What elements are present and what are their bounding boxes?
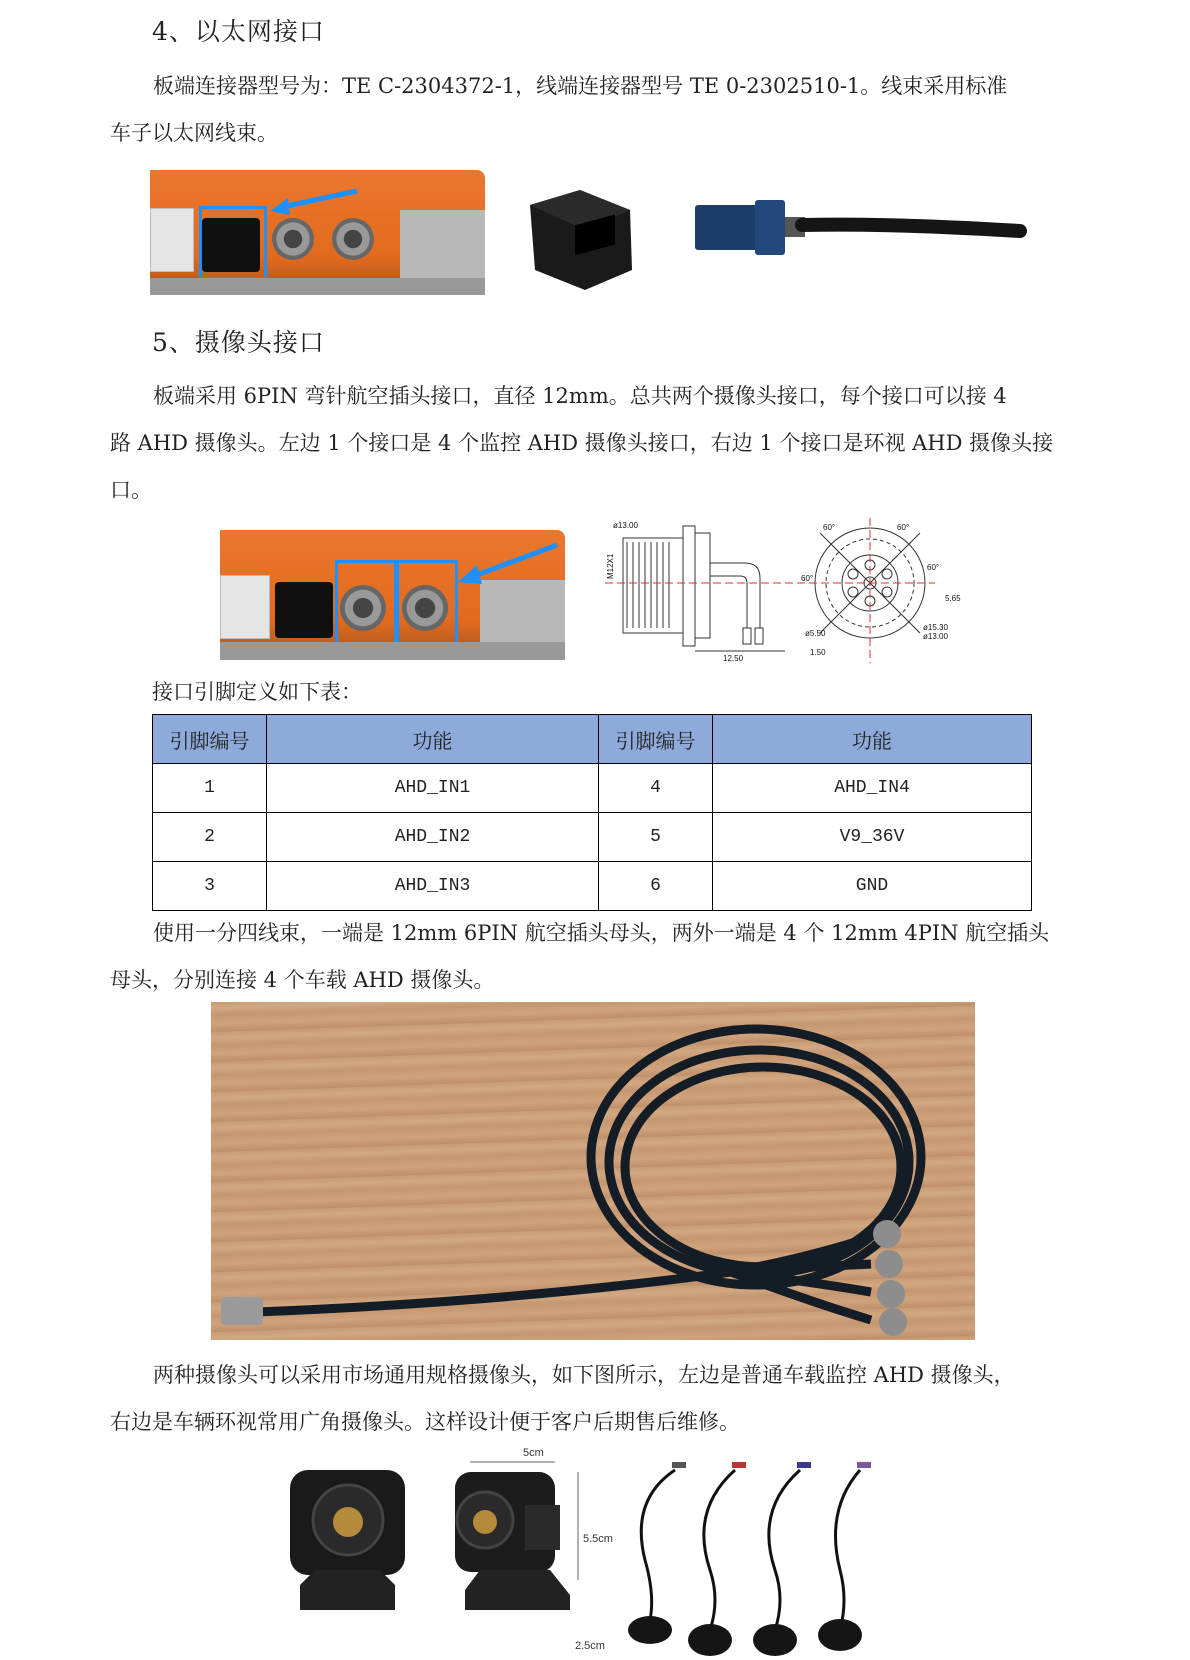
pin-function: AHD_IN3 — [267, 862, 599, 911]
arrow-icon — [262, 185, 362, 225]
label-565: 5.65 — [945, 594, 961, 603]
pin-function: AHD_IN2 — [267, 813, 599, 862]
white-connector — [150, 208, 194, 272]
highlight-box-left — [335, 560, 397, 646]
harness-para-line2: 母头，分别连接 4 个车载 AHD 摄像头。 — [110, 968, 495, 992]
highlight-box-right — [396, 560, 458, 646]
branch-plug-4 — [879, 1308, 907, 1336]
table-row — [153, 764, 1032, 813]
wide-angle-camera-4 — [818, 1619, 862, 1651]
board-connector-photo — [520, 185, 645, 300]
header-pin-number-1: 引脚编号 — [153, 715, 267, 764]
mounting-bracket — [480, 580, 565, 650]
section5-paragraph — [110, 373, 1090, 514]
cameras-photo — [280, 1450, 920, 1660]
table-intro: 接口引脚定义如下表： — [152, 680, 362, 704]
ahd-camera-2 — [455, 1462, 578, 1610]
section5-heading: 5、摄像头接口 — [152, 328, 325, 357]
ahd-camera-1 — [290, 1470, 405, 1610]
cable-connector-photo — [690, 195, 1035, 265]
section5-para-line1: 板端采用 6PIN 弯针航空插头接口，直径 12mm。总共两个摄像头接口，每个接口可以接 4 — [153, 384, 1007, 408]
harness-paragraph — [110, 910, 1090, 1004]
header-pin-number-2: 引脚编号 — [599, 715, 713, 764]
cameras-para-line2: 右边是车辆环视常用广角摄像头。这样设计便于客户后期售后维修。 — [110, 1410, 740, 1434]
pin-number: 6 — [599, 862, 713, 911]
label-d550: ø5.50 — [805, 629, 826, 638]
pin-number: 4 — [599, 764, 713, 813]
pin-function: AHD_IN4 — [713, 764, 1032, 813]
harness-para-line1: 使用一分四线束，一端是 12mm 6PIN 航空插头母头，两外一端是 4 个 12mm 4PIN 航空插头 — [153, 921, 1050, 945]
cameras-paragraph — [110, 1352, 1090, 1446]
pin-number: 2 — [153, 813, 267, 862]
label-60-mid-left: 60° — [801, 574, 814, 583]
section4-paragraph — [110, 63, 1090, 157]
label-d13: ø13.00 — [613, 521, 638, 530]
cameras-para-line1: 两种摄像头可以采用市场通用规格摄像头，如下图所示，左边是普通车载监控 AHD 摄像头， — [153, 1363, 1015, 1387]
pin-definition-table — [152, 714, 1032, 911]
table-row — [153, 813, 1032, 862]
white-connector — [220, 575, 270, 639]
header-function-1: 功能 — [267, 715, 599, 764]
pin-number: 5 — [599, 813, 713, 862]
label-1250: 12.50 — [723, 654, 744, 663]
pin-function: GND — [713, 862, 1032, 911]
table-header-row — [153, 715, 1032, 764]
pin-number: 1 — [153, 764, 267, 813]
label-d1530: ø15.30 — [923, 623, 948, 632]
highlight-box — [199, 206, 267, 280]
wide-angle-camera-2 — [688, 1624, 732, 1656]
dim-depth-label: 2.5cm — [575, 1640, 605, 1652]
main-aviation-plug — [221, 1297, 263, 1325]
connector-technical-drawing — [605, 518, 1000, 663]
label-150: 1.50 — [810, 648, 826, 657]
section5-para-line2: 路 AHD 摄像头。左边 1 个接口是 4 个监控 AHD 摄像头接口，右边 1 个接口是环视 AHD 摄像头接 — [110, 431, 1054, 455]
label-60-mid-right: 60° — [927, 563, 940, 572]
board-base — [220, 642, 565, 660]
branch-plug-1 — [873, 1220, 901, 1248]
pin-number: 3 — [153, 862, 267, 911]
section4-para-line1: 板端连接器型号为：TE C-2304372-1，线端连接器型号 TE 0-2302510-1。线束采用标准 — [153, 74, 1008, 98]
mounting-bracket — [400, 210, 485, 280]
ethernet-port — [275, 582, 333, 638]
pin-function: V9_36V — [713, 813, 1032, 862]
dim-width-label: 5cm — [523, 1447, 544, 1459]
wide-angle-camera-3 — [753, 1624, 797, 1656]
header-function-2: 功能 — [713, 715, 1032, 764]
arrow-icon — [452, 540, 562, 590]
label-60-right: 60° — [897, 523, 910, 532]
label-m12: M12X1 — [606, 553, 615, 579]
label-60-left: 60° — [823, 523, 836, 532]
dim-height-label: 5.5cm — [583, 1533, 613, 1545]
pin-function: AHD_IN1 — [267, 764, 599, 813]
harness-photo — [211, 1002, 975, 1340]
board-base — [150, 278, 485, 295]
label-d1300b: ø13.00 — [923, 632, 948, 641]
branch-plug-2 — [875, 1250, 903, 1278]
section5-para-line3: 口。 — [110, 478, 152, 502]
table-row — [153, 862, 1032, 911]
branch-plug-3 — [877, 1280, 905, 1308]
cable-drawing — [211, 1002, 975, 1340]
wide-angle-camera-1 — [628, 1616, 672, 1644]
section4-heading: 4、以太网接口 — [152, 17, 325, 46]
section4-para-line2: 车子以太网线束。 — [110, 121, 278, 145]
